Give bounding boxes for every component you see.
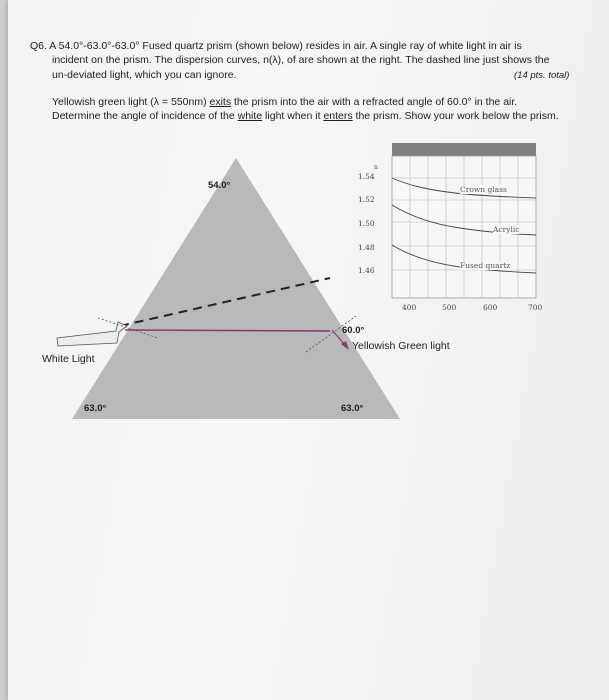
y-axis-label: n [374, 164, 378, 171]
y-tick-label: 1.54 [358, 172, 375, 181]
curve-label-fused-quartz: Fused quartz [460, 261, 511, 270]
graph-header-bar [392, 143, 536, 156]
x-tick-label: 400 [402, 303, 417, 312]
curve-label-acrylic: Acrylic [493, 225, 520, 234]
white-light-label: White Light [42, 353, 95, 365]
exit-light-label: Yellowish Green light [352, 340, 450, 352]
question-line-4: Yellowish green light (λ = 550nm) exits the prism into the air with a refracted angle of 60.0° in the air. [52, 96, 518, 108]
apex-angle-label: 54.0° [208, 180, 231, 191]
curve-label-crown-glass: Crown glass [460, 185, 507, 194]
question-line-1: Q6. A 54.0°-63.0°-63.0° Fused quartz prism (shown below) resides in air. A single ray of white light in air is [30, 40, 522, 52]
y-tick-label: 1.46 [358, 266, 375, 275]
question-line-3: un-deviated light, which you can ignore. [52, 69, 237, 81]
y-tick-label: 1.48 [358, 243, 375, 252]
y-tick-label: 1.52 [358, 195, 375, 204]
points-total: (14 pts. total) [514, 70, 570, 81]
right-base-angle-label: 63.0° [341, 403, 364, 414]
y-tick-label: 1.50 [358, 219, 375, 228]
x-tick-label: 500 [442, 303, 457, 312]
left-base-angle-label: 63.0° [84, 403, 107, 414]
question-line-5: Determine the angle of incidence of the white light when it enters the prism. Show your work below the prism. [52, 110, 559, 122]
x-tick-label: 700 [528, 303, 543, 312]
question-line-2: incident on the prism. The dispersion curves, n(λ), of are shown at the right. The dashed line just shows the [52, 54, 550, 66]
exit-angle-label: 60.0° [342, 325, 365, 336]
x-tick-label: 600 [483, 303, 498, 312]
